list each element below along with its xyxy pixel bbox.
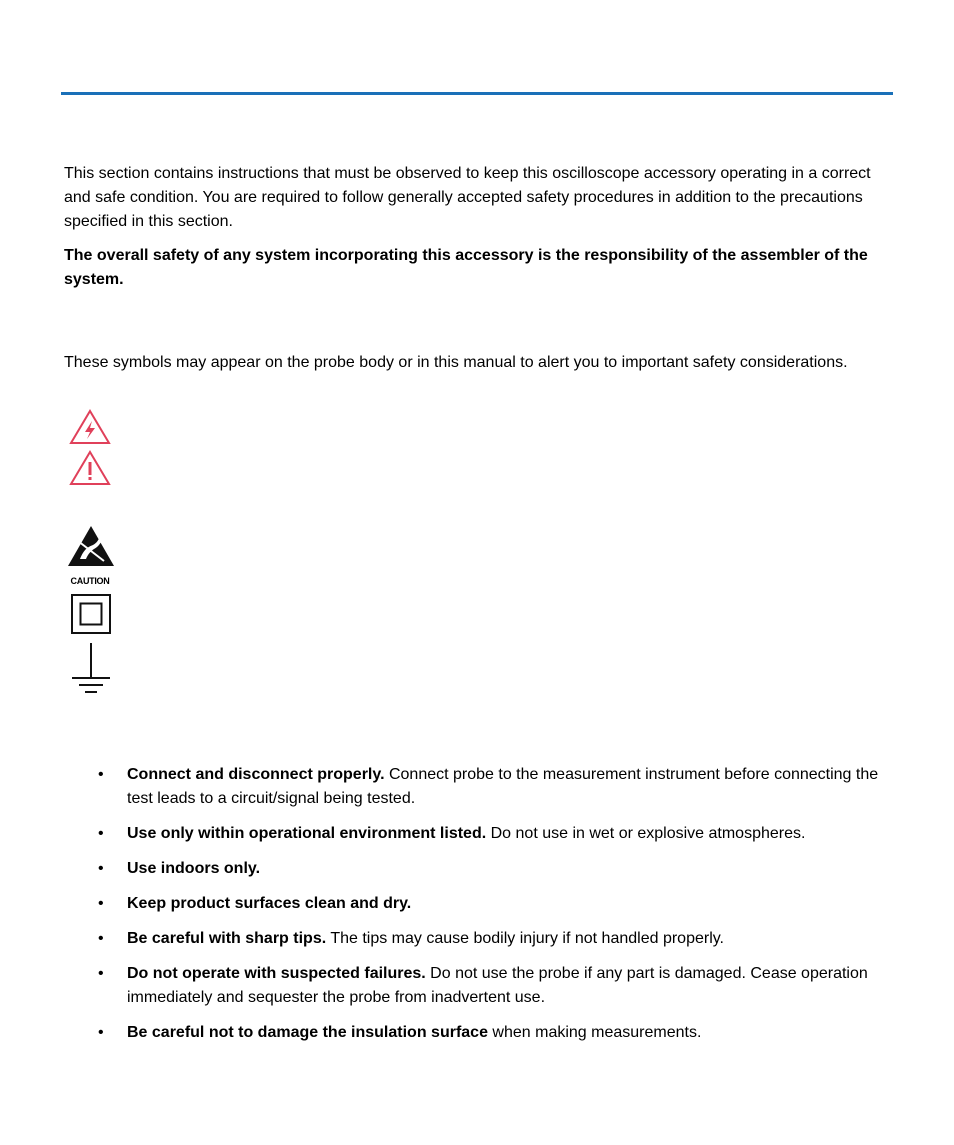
precaution-text: The tips may cause bodily injury if not handled properly. [326, 930, 724, 947]
list-item [64, 763, 896, 811]
header-rule [61, 92, 893, 95]
bullet: • [98, 930, 104, 947]
symbols-intro-paragraph: These symbols may appear on the probe body or in this manual to alert you to important safety considerations. [64, 354, 848, 371]
earth-ground-icon [70, 642, 112, 696]
safety-precautions-list [64, 763, 896, 1056]
precaution-heading: Connect and disconnect properly. [127, 766, 385, 783]
list-item [64, 822, 896, 846]
esd-triangle-icon [66, 525, 116, 567]
double-insulation-icon [71, 594, 111, 634]
list-item [64, 962, 896, 1010]
bullet: • [98, 860, 104, 877]
precaution-heading: Be careful with sharp tips. [127, 930, 327, 947]
precaution-text: when making measurements. [487, 1024, 702, 1041]
precaution-text: Do not use the probe if any part is damaged. Cease operation immediately and sequester the probe from inadvertent use. [127, 965, 868, 1006]
bullet: • [98, 766, 104, 783]
esd-caution-label: CAUTION [70, 576, 110, 586]
caution-warning-icon [68, 449, 112, 487]
bullet: • [98, 1024, 104, 1041]
precaution-heading: Use only within operational environment listed. [127, 825, 487, 842]
bullet: • [98, 895, 104, 912]
list-item [64, 1021, 896, 1045]
precaution-heading: Keep product surfaces clean and dry. [127, 895, 412, 912]
esd-caution-icon [66, 525, 116, 586]
precaution-text: Connect probe to the measurement instrument before connecting the test leads to a circuit/signal being tested. [127, 766, 879, 807]
intro-paragraph: This section contains instructions that must be observed to keep this oscilloscope accessory operating in a correct and safe condition. You are required to follow generally accepted safety procedures in addition to the precautions specified in this section. [64, 165, 871, 230]
bullet: • [98, 965, 104, 982]
safety-responsibility-statement: The overall safety of any system incorporating this accessory is the responsibility of the assembler of the system. [64, 247, 868, 288]
precaution-heading: Use indoors only. [127, 860, 261, 877]
bullet: • [98, 825, 104, 842]
list-item [64, 892, 896, 916]
precaution-heading: Be careful not to damage the insulation surface [127, 1024, 488, 1041]
list-item [64, 857, 896, 881]
high-voltage-warning-icon [68, 408, 112, 446]
precaution-heading: Do not operate with suspected failures. [127, 965, 426, 982]
precaution-text: Do not use in wet or explosive atmospheres. [486, 825, 806, 842]
list-item [64, 927, 896, 951]
